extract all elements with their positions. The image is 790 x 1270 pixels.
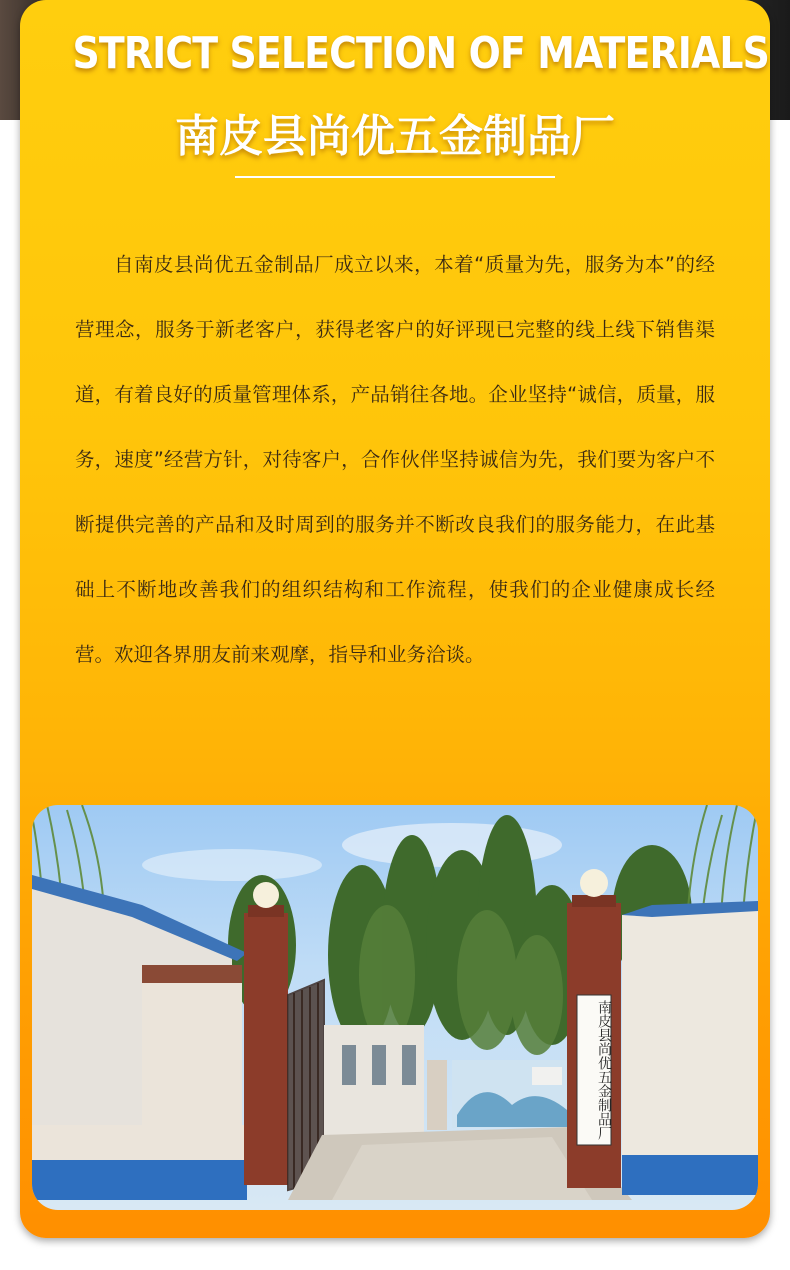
company-intro-text: 自南皮县尚优五金制品厂成立以来，本着“质量为先，服务为本”的经营理念，服务于新老客户，获得老客户的好评现已完整的线上线下销售渠道，有着良好的质量管理体系，产品销往各地。企业坚持“诚信，质量，服务，速度”经营方针，对待客户，合作伙伴坚持诚信为先，我们要为客户不断提供完善的产品和及时周到的服务并不断改良我们的服务能力，在此基础上不断地改善我们的组织结构和工作流程，使我们的企业健康成长经营。欢迎各界朋友前来观摩，指导和业务洽谈。: [75, 253, 715, 666]
factory-sign-text: 南皮县尚优五金制品厂: [596, 1000, 612, 1140]
title-english: STRICT SELECTION OF MATERIALS: [72, 28, 770, 79]
title-chinese: 南皮县尚优五金制品厂: [175, 111, 615, 162]
company-intro-card: [20, 0, 770, 1238]
title-divider: [235, 176, 555, 178]
factory-gate-illustration: [32, 805, 758, 1210]
factory-gate-photo: [32, 805, 758, 1210]
